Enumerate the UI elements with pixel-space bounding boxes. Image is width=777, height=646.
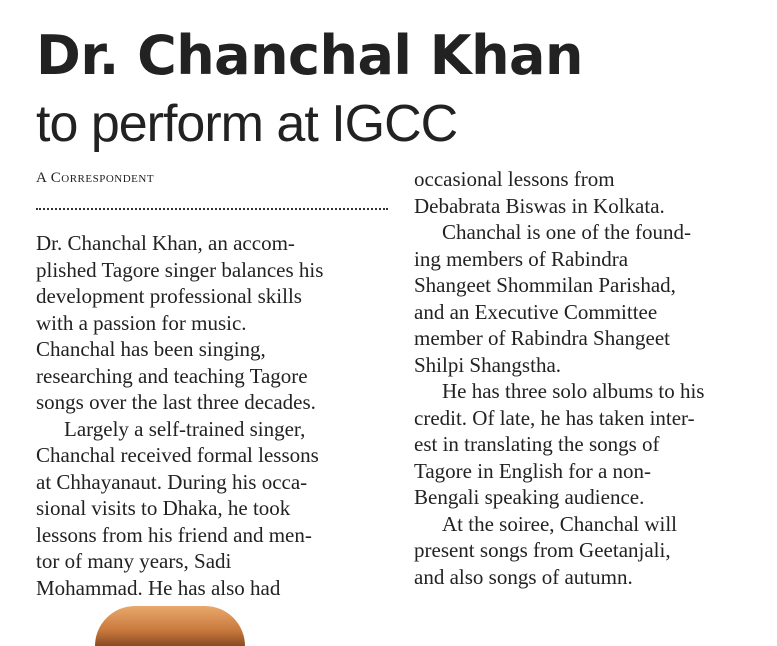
text-line: researching and teaching Tagore xyxy=(36,363,308,388)
text-line: Chanchal is one of the found- xyxy=(442,220,692,244)
text-line: plished Tagore singer balances his xyxy=(36,257,324,282)
headline-line-1: Dr. Chanchal Khan xyxy=(36,24,583,87)
text-line: Bengali speaking audience. xyxy=(414,485,645,509)
text-line: and an Executive Committee xyxy=(414,299,658,324)
text-line: Chanchal received formal lessons xyxy=(36,443,319,467)
text-line: tor of many years, Sadi xyxy=(36,549,232,573)
text-line: credit. Of late, he has taken inter- xyxy=(414,405,695,430)
text-line: est in translating the songs of xyxy=(414,432,660,456)
text-line: Shangeet Shommilan Parishad, xyxy=(414,273,676,297)
headline-line-2: to perform at IGCC xyxy=(36,95,458,153)
dotted-divider xyxy=(36,208,388,210)
text-line: lessons from his friend and men- xyxy=(36,522,312,547)
article-column-1 xyxy=(36,230,396,601)
article-column-2 xyxy=(414,166,774,590)
text-line: Shilpi Shangstha. xyxy=(414,352,562,377)
byline: A Correspondent xyxy=(36,170,155,186)
text-line: present songs from Geetanjali, xyxy=(414,538,671,562)
text-line: Chanchal has been singing, xyxy=(36,337,266,361)
text-line: Dr. Chanchal Khan, an accom- xyxy=(36,231,295,255)
text-line: songs over the last three decades. xyxy=(36,390,316,414)
text-line: ing members of Rabindra xyxy=(414,246,629,271)
text-line: Debabrata Biswas in Kolkata. xyxy=(414,193,665,218)
text-line: and also songs of autumn. xyxy=(414,564,633,589)
text-line: Mohammad. He has also had xyxy=(36,575,281,600)
text-line: At the soiree, Chanchal will xyxy=(442,511,678,536)
text-line: at Chhayanaut. During his occa- xyxy=(36,469,308,494)
text-line: member of Rabindra Shangeet xyxy=(414,326,670,350)
text-line: with a passion for music. xyxy=(36,310,247,335)
text-line: Tagore in English for a non- xyxy=(414,458,652,483)
text-line: sional visits to Dhaka, he took xyxy=(36,496,291,520)
text-line: He has three solo albums to his xyxy=(442,379,705,403)
text-line: development professional skills xyxy=(36,284,302,308)
text-line: Largely a self-trained singer, xyxy=(64,416,306,441)
portrait-photo xyxy=(95,606,245,646)
text-line: occasional lessons from xyxy=(414,167,615,191)
